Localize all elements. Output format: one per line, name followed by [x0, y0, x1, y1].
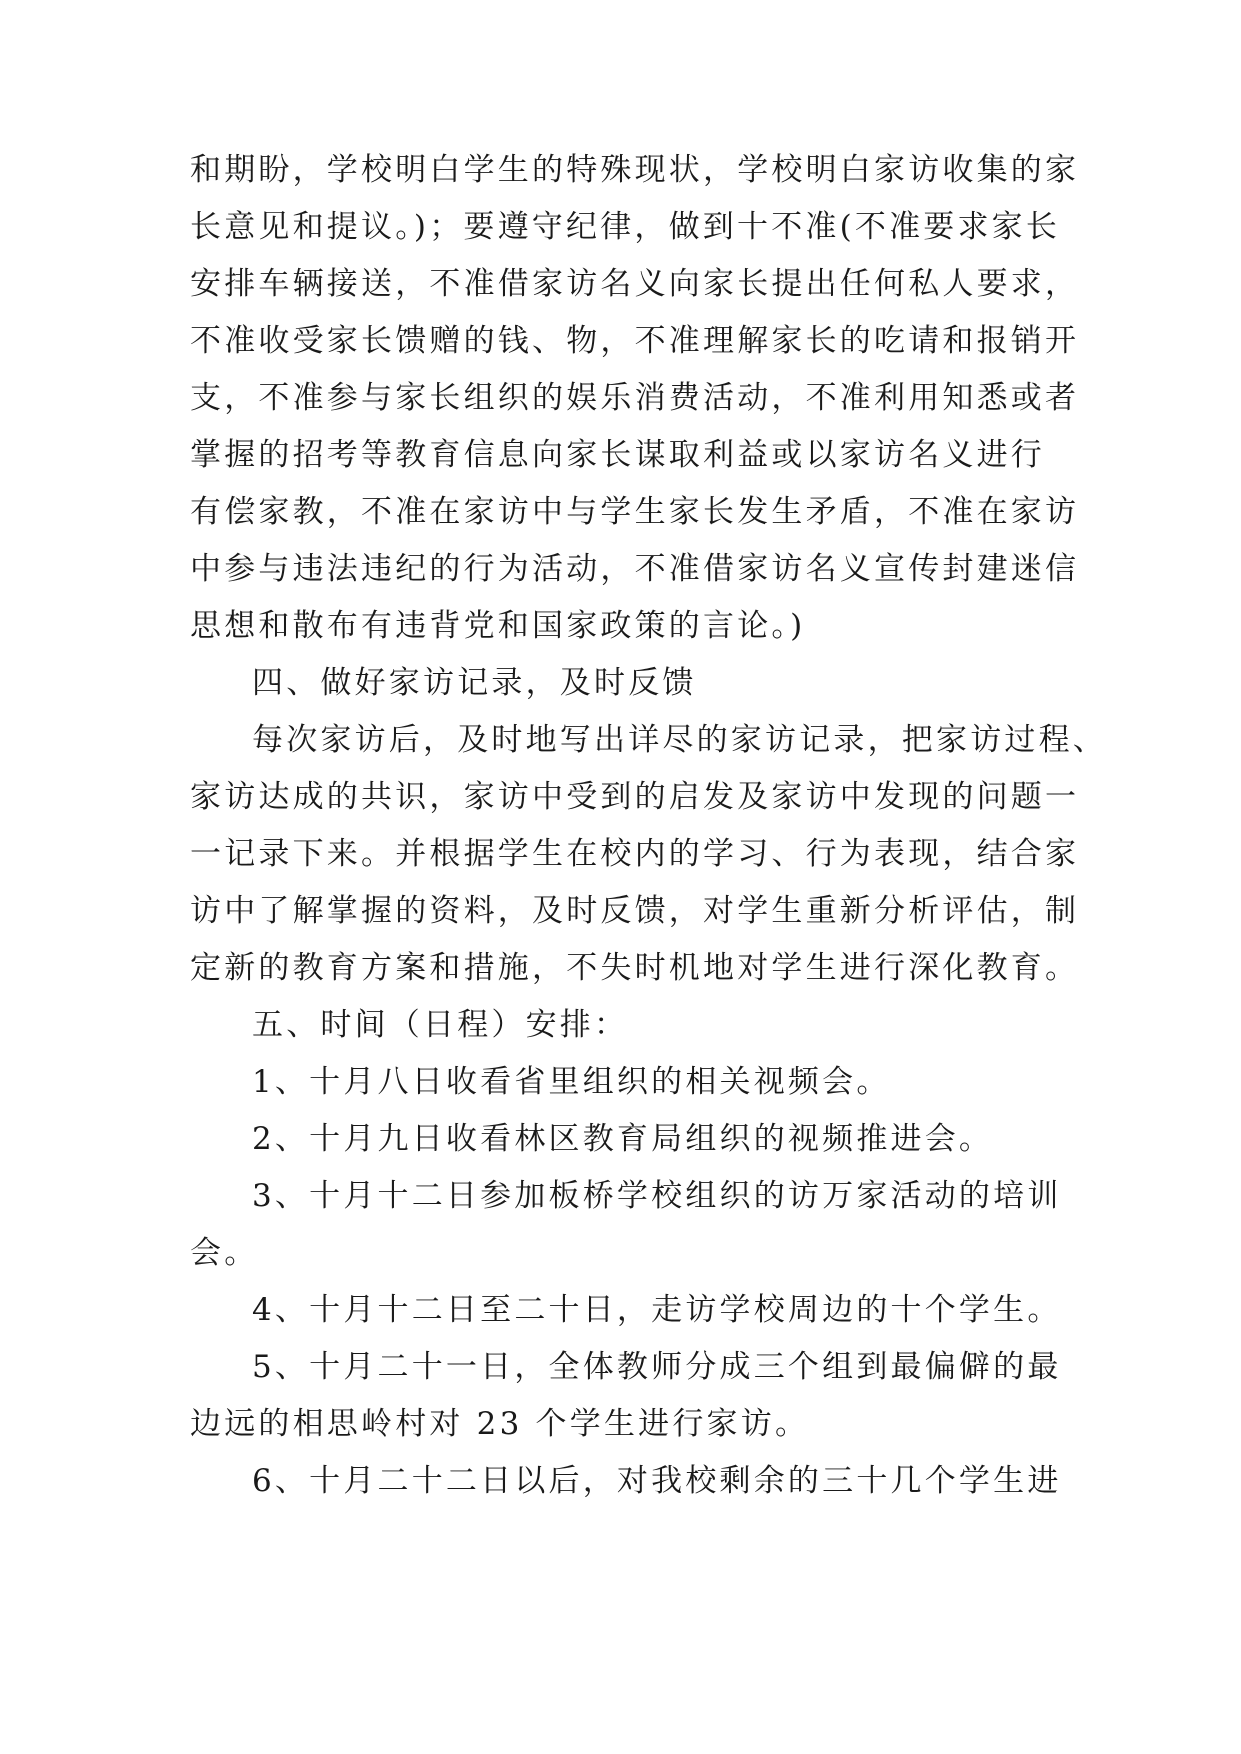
text-line: 支，不准参与家长组织的娱乐消费活动，不准利用知悉或者 — [190, 380, 1080, 416]
text-line: 安排车辆接送，不准借家访名义向家长提出任何私人要求， — [190, 266, 1080, 302]
text-line: 访中了解掌握的资料，及时反馈，对学生重新分析评估，制 — [190, 893, 1080, 929]
list-item: 3、十月十二日参加板桥学校组织的访万家活动的培训 — [252, 1178, 1062, 1214]
text-line: 有偿家教，不准在家访中与学生家长发生矛盾，不准在家访 — [190, 494, 1080, 530]
text-line: 家访达成的共识，家访中受到的启发及家访中发现的问题一 — [190, 779, 1080, 815]
list-item: 2、十月九日收看林区教育局组织的视频推进会。 — [252, 1121, 994, 1157]
section-heading: 四、做好家访记录，及时反馈 — [252, 665, 697, 701]
text-line: 长意见和提议。)；要遵守纪律，做到十不准(不准要求家长 — [190, 209, 1061, 245]
text-line: 不准收受家长馈赠的钱、物，不准理解家长的吃请和报销开 — [190, 323, 1080, 359]
paragraph-first-line: 每次家访后，及时地写出详尽的家访记录，把家访过程、 — [252, 722, 1107, 758]
text-line: 一记录下来。并根据学生在校内的学习、行为表现，结合家 — [190, 836, 1080, 872]
text-line: 定新的教育方案和措施，不失时机地对学生进行深化教育。 — [190, 950, 1080, 986]
text-line: 边远的相思岭村对 23 个学生进行家访。 — [190, 1406, 810, 1442]
text-line: 掌握的招考等教育信息向家长谋取利益或以家访名义进行 — [190, 437, 1045, 473]
list-item: 1、十月八日收看省里组织的相关视频会。 — [252, 1064, 891, 1100]
text-line: 思想和散布有违背党和国家政策的言论。) — [190, 608, 806, 644]
text-line: 会。 — [190, 1235, 259, 1271]
text-line: 中参与违法违纪的行为活动，不准借家访名义宣传封建迷信 — [190, 551, 1080, 587]
list-item: 5、十月二十一日，全体教师分成三个组到最偏僻的最 — [252, 1349, 1062, 1385]
list-item: 4、十月十二日至二十日，走访学校周边的十个学生。 — [252, 1292, 1062, 1328]
section-heading: 五、时间（日程）安排： — [252, 1007, 629, 1043]
list-item: 6、十月二十二日以后，对我校剩余的三十几个学生进 — [252, 1463, 1062, 1499]
text-line: 和期盼，学校明白学生的特殊现状，学校明白家访收集的家 — [190, 152, 1080, 188]
